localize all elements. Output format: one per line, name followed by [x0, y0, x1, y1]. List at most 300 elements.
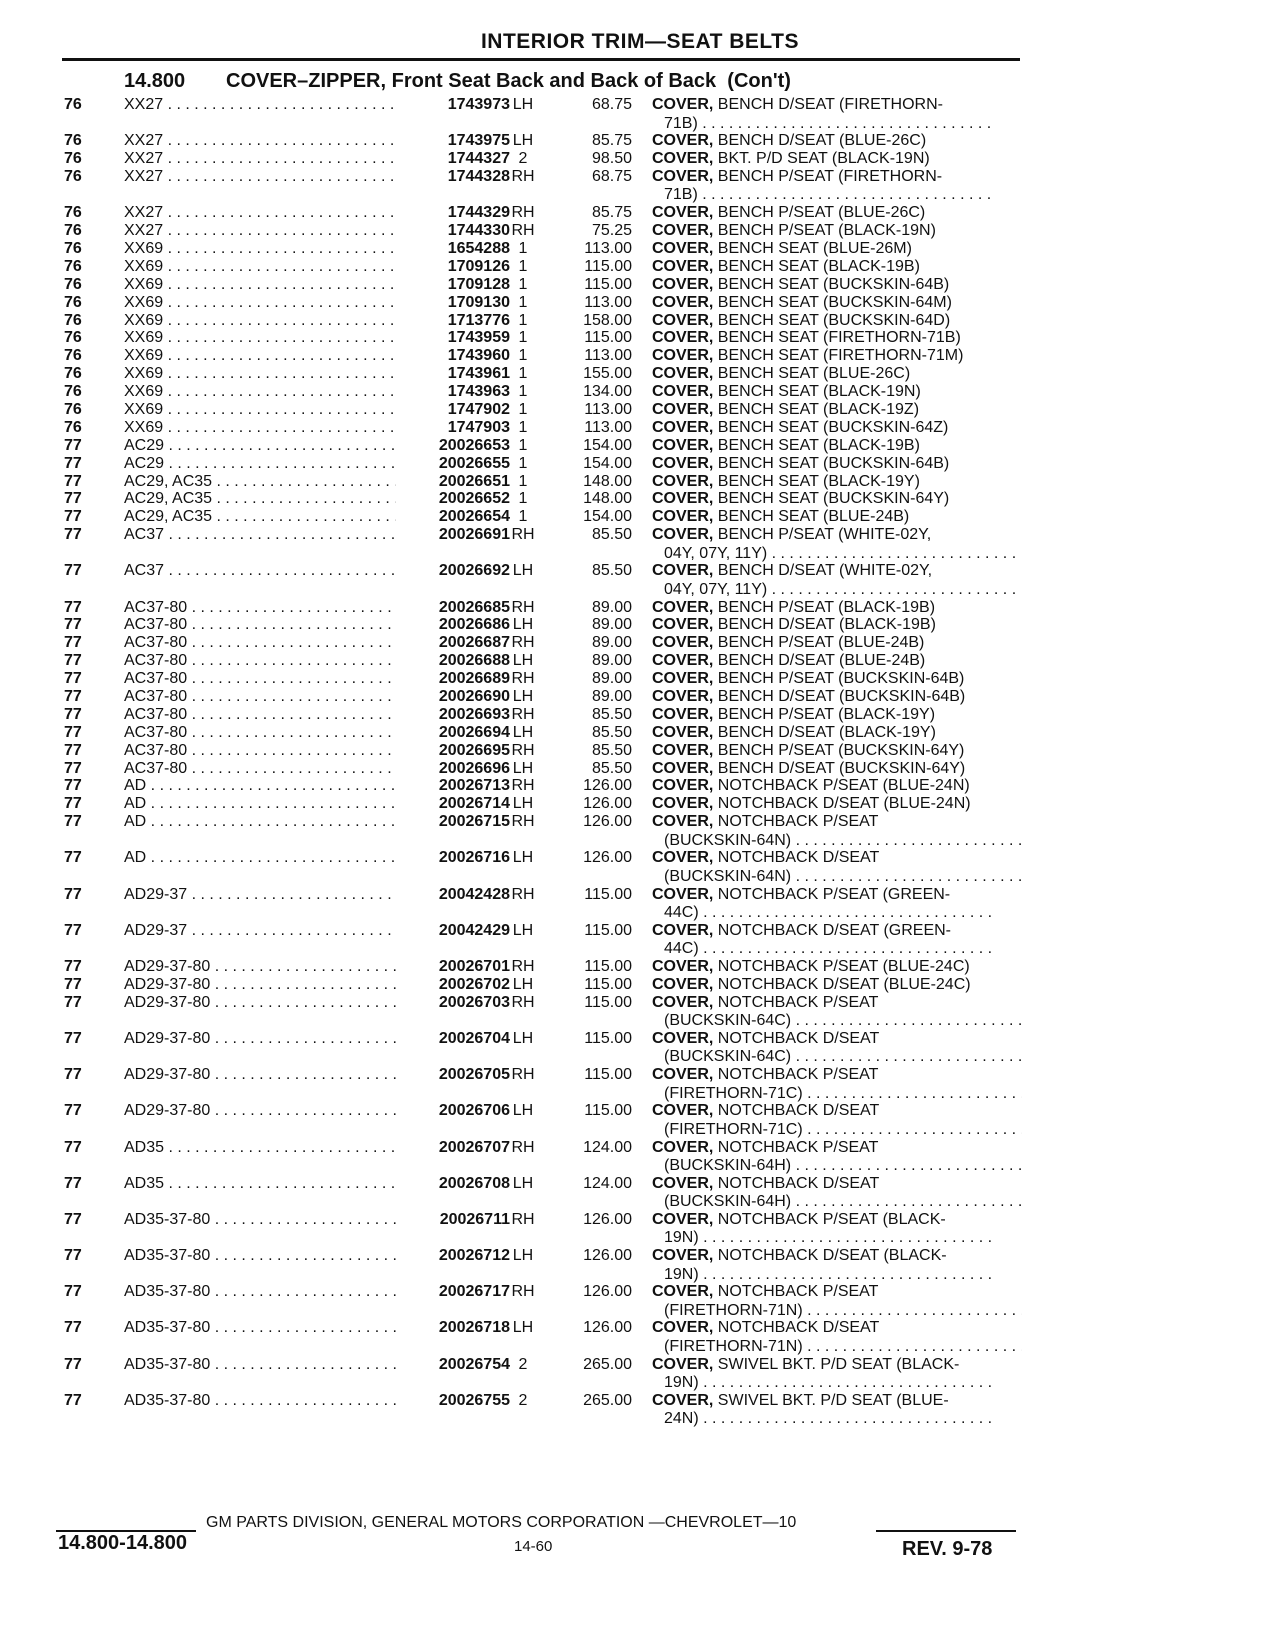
model-code: AD35 . . .: [124, 1175, 414, 1193]
figure-number: 77: [64, 777, 82, 795]
price: 89.00: [591, 670, 632, 688]
description-continuation: 71B) . . .: [652, 115, 1022, 134]
price: 148.00: [583, 472, 632, 490]
table-row: [0, 329, 1280, 347]
page-title: INTERIOR TRIM—SEAT BELTS: [480, 30, 800, 53]
description: [652, 508, 1022, 527]
description-line: [652, 1356, 1022, 1375]
table-row: [0, 168, 1280, 204]
description: [652, 383, 1022, 402]
description: [652, 1102, 1022, 1139]
description-continuation: 44C) . . .: [652, 904, 1022, 923]
description-line: [652, 813, 1022, 832]
figure-number: 77: [64, 1029, 82, 1047]
model-code: XX69 . . .: [124, 383, 414, 401]
table-row: [0, 1247, 1280, 1283]
part-number: 20026701: [396, 958, 510, 976]
part-number: 1743963: [396, 383, 510, 401]
description: [652, 562, 1022, 599]
description-prefix: COVER,: [652, 490, 714, 508]
price: 85.75: [591, 204, 632, 222]
price: 113.00: [584, 400, 632, 418]
description: [652, 222, 1022, 241]
description-prefix: COVER,: [652, 436, 714, 454]
table-row: [0, 688, 1280, 706]
part-number: 20042428: [396, 886, 510, 904]
description-text: BENCH SEAT (BLACK-19B): [717, 257, 920, 275]
footer-page-number: 14-60: [514, 1538, 553, 1555]
description-line: [652, 96, 1022, 115]
description-text: NOTCHBACK P/SEAT: [717, 1283, 879, 1301]
price: 113.00: [584, 239, 632, 257]
description: [652, 795, 1022, 814]
description-text: BENCH SEAT (BLACK-19Y): [717, 472, 920, 490]
description-continuation: (FIRETHORN-71C) . . .: [652, 1085, 1022, 1104]
price: 124.00: [583, 1138, 632, 1156]
quantity: RH: [511, 222, 535, 240]
model-code: XX69 . . .: [124, 240, 414, 258]
figure-number: 77: [64, 1283, 82, 1301]
figure-number: 76: [64, 329, 82, 347]
table-row: [0, 204, 1280, 222]
quantity: 1: [518, 275, 528, 293]
figure-number: 76: [64, 293, 82, 311]
quantity: RH: [511, 670, 535, 688]
table-row: [0, 1139, 1280, 1175]
model-code: AD35-37-80 . . .: [124, 1392, 414, 1410]
model-code: AD29-37-80 . . .: [124, 1066, 414, 1084]
model-code: AD35-37-80 . . .: [124, 1247, 414, 1265]
quantity: LH: [512, 759, 534, 777]
price: 134.00: [583, 383, 632, 401]
table-row: [0, 994, 1280, 1030]
part-number: 1744328: [396, 168, 510, 186]
description-continuation: (BUCKSKIN-64H) . . .: [652, 1193, 1022, 1212]
part-number: 20026707: [396, 1139, 510, 1157]
model-code: AD35-37-80 . . .: [124, 1283, 414, 1301]
table-row: [0, 437, 1280, 455]
price: 115.00: [584, 275, 632, 293]
description-prefix: COVER,: [652, 508, 714, 526]
description: [652, 204, 1022, 223]
description-text: BENCH D/SEAT (BLACK-19Y): [717, 723, 936, 741]
description-line: [652, 849, 1022, 868]
description-text: SWIVEL BKT. P/D SEAT (BLUE-: [717, 1391, 949, 1409]
description-line: [652, 508, 1022, 527]
figure-number: 76: [64, 239, 82, 257]
description-line: [652, 204, 1022, 223]
description-prefix: COVER,: [652, 1102, 714, 1120]
figure-number: 76: [64, 150, 82, 168]
description: [652, 401, 1022, 420]
part-number: 20026655: [396, 455, 510, 473]
table-row: [0, 383, 1280, 401]
description-text: NOTCHBACK D/SEAT (BLUE-24N): [717, 795, 971, 813]
model-code: AC37-80 . . .: [124, 634, 414, 652]
quantity: 1: [518, 383, 528, 401]
description-text: NOTCHBACK P/SEAT (GREEN-: [717, 885, 951, 903]
quantity: 1: [518, 436, 528, 454]
quantity: LH: [512, 96, 534, 113]
description-text: NOTCHBACK D/SEAT (BLUE-24C): [717, 975, 971, 993]
quantity: 2: [518, 1391, 528, 1409]
description-prefix: COVER,: [652, 1174, 714, 1192]
description-line: [652, 401, 1022, 420]
description-text: BENCH D/SEAT (BUCKSKIN-64B): [717, 688, 966, 706]
description: [652, 1319, 1022, 1356]
table-row: [0, 1319, 1280, 1355]
description: [652, 526, 1022, 563]
description-text: NOTCHBACK D/SEAT: [717, 1319, 880, 1337]
figure-number: 77: [64, 598, 82, 616]
figure-number: 76: [64, 400, 82, 418]
description-text: NOTCHBACK D/SEAT: [717, 1174, 880, 1192]
table-row: [0, 849, 1280, 885]
description-prefix: COVER,: [652, 1391, 714, 1409]
table-row: [0, 886, 1280, 922]
description-line: [652, 1247, 1022, 1266]
figure-number: 77: [64, 958, 82, 975]
description-line: [652, 1319, 1022, 1338]
table-row: [0, 1102, 1280, 1138]
description-text: NOTCHBACK D/SEAT: [717, 849, 880, 867]
description-continuation: (BUCKSKIN-64C) . . .: [652, 1012, 1022, 1031]
description-line: [652, 240, 1022, 259]
price: 158.00: [583, 311, 632, 329]
description-text: BENCH SEAT (BLUE-26M): [717, 239, 912, 257]
model-code: AC37-80 . . .: [124, 670, 414, 688]
price: 115.00: [584, 993, 632, 1011]
description-prefix: COVER,: [652, 1355, 714, 1373]
table-row: [0, 1211, 1280, 1247]
price: 155.00: [583, 365, 632, 383]
part-number: 20026755: [396, 1392, 510, 1410]
description-prefix: COVER,: [652, 562, 714, 580]
price: 85.50: [591, 759, 632, 777]
table-row: [0, 706, 1280, 724]
part-number: 1743961: [396, 365, 510, 383]
description-text: BENCH SEAT (BLUE-26C): [717, 365, 911, 383]
quantity: 1: [518, 293, 528, 311]
parts-list: [0, 96, 1280, 1428]
description-text: BENCH D/SEAT (WHITE-02Y,: [717, 562, 933, 580]
price: 85.50: [591, 705, 632, 723]
description-line: [652, 1283, 1022, 1302]
figure-number: 77: [64, 741, 82, 759]
figure-number: 77: [64, 1066, 82, 1084]
description-line: [652, 132, 1022, 151]
description-prefix: COVER,: [652, 329, 714, 347]
price: 89.00: [591, 688, 632, 706]
price: 148.00: [583, 490, 632, 508]
price: 113.00: [584, 347, 632, 365]
description-line: [652, 994, 1022, 1013]
description-text: BENCH D/SEAT (BUCKSKIN-64Y): [717, 759, 966, 777]
table-row: [0, 150, 1280, 168]
description-line: [652, 347, 1022, 366]
quantity: RH: [511, 598, 535, 616]
description-prefix: COVER,: [652, 705, 714, 723]
quantity: RH: [511, 1066, 535, 1084]
price: 68.75: [591, 96, 632, 113]
part-number: 20026718: [396, 1319, 510, 1337]
description: [652, 1175, 1022, 1212]
description: [652, 455, 1022, 474]
description-prefix: COVER,: [652, 454, 714, 472]
quantity: RH: [511, 885, 535, 903]
part-number: 20026706: [396, 1102, 510, 1120]
part-number: 20026689: [396, 670, 510, 688]
price: 115.00: [584, 1066, 632, 1084]
description-line: [652, 1030, 1022, 1049]
description: [652, 1066, 1022, 1103]
quantity: 1: [518, 418, 528, 436]
description-text: BENCH P/SEAT (BUCKSKIN-64Y): [717, 741, 965, 759]
price: 115.00: [584, 329, 632, 347]
description: [652, 240, 1022, 259]
table-row: [0, 526, 1280, 562]
part-number: 1709126: [396, 258, 510, 276]
table-row: [0, 652, 1280, 670]
description-text: BENCH P/SEAT (BUCKSKIN-64B): [717, 670, 965, 688]
figure-number: 77: [64, 1138, 82, 1156]
model-code: AD29-37-80 . . .: [124, 976, 414, 994]
model-code: XX27 . . .: [124, 204, 414, 222]
footer-revision: REV. 9-78: [902, 1538, 993, 1560]
price: 85.50: [591, 723, 632, 741]
figure-number: 77: [64, 508, 82, 526]
description-line: [652, 706, 1022, 725]
description: [652, 490, 1022, 509]
model-code: AC29, AC35 . . .: [124, 490, 414, 508]
description: [652, 616, 1022, 635]
description-line: [652, 294, 1022, 313]
description-continuation: (BUCKSKIN-64N) . . .: [652, 832, 1022, 851]
description-prefix: COVER,: [652, 759, 714, 777]
figure-number: 77: [64, 813, 82, 831]
description-prefix: COVER,: [652, 239, 714, 257]
description-line: [652, 562, 1022, 581]
description-prefix: COVER,: [652, 795, 714, 813]
table-row: [0, 222, 1280, 240]
description-prefix: COVER,: [652, 670, 714, 688]
price: 115.00: [584, 885, 632, 903]
description-text: BENCH SEAT (BUCKSKIN-64B): [717, 275, 950, 293]
description-text: NOTCHBACK P/SEAT (BLUE-24N): [717, 777, 970, 795]
description-line: [652, 652, 1022, 671]
description: [652, 599, 1022, 618]
description: [652, 294, 1022, 313]
part-number: 1709128: [396, 276, 510, 294]
quantity: 1: [518, 508, 528, 526]
description-line: [652, 922, 1022, 941]
part-number: 1654288: [396, 240, 510, 258]
description-text: BENCH D/SEAT (BLUE-26C): [717, 132, 927, 150]
price: 75.25: [591, 222, 632, 240]
table-row: [0, 419, 1280, 437]
description: [652, 777, 1022, 796]
model-code: XX27 . . .: [124, 132, 414, 150]
description: [652, 1247, 1022, 1284]
description: [652, 365, 1022, 384]
table-row: [0, 724, 1280, 742]
table-row: [0, 490, 1280, 508]
quantity: RH: [511, 1138, 535, 1156]
quantity: LH: [512, 1319, 534, 1337]
description-line: [652, 276, 1022, 295]
description: [652, 742, 1022, 761]
part-number: 1743973: [396, 96, 510, 114]
description-text: BENCH SEAT (BLACK-19Z): [717, 400, 920, 418]
description-prefix: COVER,: [652, 1283, 714, 1301]
description-text: BENCH SEAT (BUCKSKIN-64Y): [717, 490, 950, 508]
description-continuation: 04Y, 07Y, 11Y) . . .: [652, 545, 1022, 564]
description-text: NOTCHBACK P/SEAT (BLACK-: [717, 1210, 946, 1228]
table-row: [0, 132, 1280, 150]
description-text: NOTCHBACK P/SEAT: [717, 993, 879, 1011]
price: 126.00: [583, 795, 632, 813]
figure-number: 77: [64, 975, 82, 993]
quantity: LH: [512, 1102, 534, 1120]
description-line: [652, 634, 1022, 653]
figure-number: 77: [64, 1391, 82, 1409]
figure-number: 77: [64, 1174, 82, 1192]
description: [652, 1030, 1022, 1067]
description-text: NOTCHBACK D/SEAT: [717, 1102, 880, 1120]
table-row: [0, 922, 1280, 958]
quantity: RH: [511, 1210, 535, 1228]
quantity: 1: [518, 400, 528, 418]
figure-number: 77: [64, 1247, 82, 1265]
description-line: [652, 616, 1022, 635]
description-text: BENCH P/SEAT (BLACK-19B): [717, 598, 936, 616]
quantity: LH: [512, 688, 534, 706]
description-prefix: COVER,: [652, 958, 714, 975]
quantity: 1: [518, 239, 528, 257]
description: [652, 652, 1022, 671]
quantity: LH: [512, 921, 534, 939]
description: [652, 886, 1022, 923]
price: 126.00: [583, 1283, 632, 1301]
description-text: BENCH P/SEAT (FIRETHORN-: [717, 167, 943, 185]
part-number: 20026651: [396, 473, 510, 491]
description-line: [652, 455, 1022, 474]
part-number: 20026691: [396, 526, 510, 544]
description-text: NOTCHBACK P/SEAT: [717, 1066, 879, 1084]
model-code: AD29-37-80 . . .: [124, 994, 414, 1012]
figure-number: 76: [64, 275, 82, 293]
model-code: XX27 . . .: [124, 168, 414, 186]
figure-number: 77: [64, 723, 82, 741]
part-number: 20026694: [396, 724, 510, 742]
description-line: [652, 222, 1022, 241]
description-prefix: COVER,: [652, 634, 714, 652]
model-code: AC37-80 . . .: [124, 616, 414, 634]
description-continuation: 19N) . . .: [652, 1266, 1022, 1285]
quantity: RH: [511, 813, 535, 831]
part-number: 20026711: [396, 1211, 510, 1229]
part-number: 20026708: [396, 1175, 510, 1193]
model-code: XX69 . . .: [124, 419, 414, 437]
part-number: 20026687: [396, 634, 510, 652]
model-code: XX69 . . .: [124, 329, 414, 347]
table-row: [0, 1175, 1280, 1211]
figure-number: 77: [64, 1319, 82, 1337]
description-line: [652, 473, 1022, 492]
description-text: BENCH SEAT (BUCKSKIN-64Z): [717, 418, 949, 436]
description-text: BENCH SEAT (BUCKSKIN-64M): [717, 293, 952, 311]
price: 115.00: [584, 975, 632, 993]
description: [652, 168, 1022, 205]
description: [652, 1139, 1022, 1176]
description-prefix: COVER,: [652, 222, 714, 240]
description-text: NOTCHBACK D/SEAT (GREEN-: [717, 921, 952, 939]
figure-number: 76: [64, 132, 82, 150]
quantity: RH: [511, 204, 535, 222]
part-number: 20026704: [396, 1030, 510, 1048]
part-number: 20026717: [396, 1283, 510, 1301]
quantity: LH: [512, 132, 534, 150]
description-prefix: COVER,: [652, 257, 714, 275]
quantity: 1: [518, 329, 528, 347]
part-number: 20026712: [396, 1247, 510, 1265]
price: 115.00: [584, 958, 632, 975]
figure-number: 76: [64, 257, 82, 275]
description: [652, 473, 1022, 492]
model-code: XX69 . . .: [124, 258, 414, 276]
description-continuation: 44C) . . .: [652, 940, 1022, 959]
figure-number: 77: [64, 1210, 82, 1228]
description: [652, 419, 1022, 438]
description-text: NOTCHBACK P/SEAT: [717, 813, 879, 831]
part-number: 20026696: [396, 760, 510, 778]
model-code: XX69 . . .: [124, 294, 414, 312]
description-text: BENCH SEAT (BLACK-19B): [717, 436, 920, 454]
description-prefix: COVER,: [652, 1138, 714, 1156]
price: 89.00: [591, 634, 632, 652]
model-code: AC37-80 . . .: [124, 688, 414, 706]
description-prefix: COVER,: [652, 1319, 714, 1337]
model-code: AC37-80 . . .: [124, 724, 414, 742]
figure-number: 77: [64, 454, 82, 472]
description-line: [652, 599, 1022, 618]
figure-number: 77: [64, 795, 82, 813]
description-prefix: COVER,: [652, 723, 714, 741]
figure-number: 77: [64, 670, 82, 688]
table-row: [0, 401, 1280, 419]
figure-number: 76: [64, 383, 82, 401]
part-number: 20026703: [396, 994, 510, 1012]
model-code: XX27 . . .: [124, 222, 414, 240]
model-code: AD . . .: [124, 777, 414, 795]
description: [652, 258, 1022, 277]
description-line: [652, 724, 1022, 743]
section-cont: (Con't): [727, 70, 791, 92]
figure-number: 76: [64, 311, 82, 329]
model-code: AC37-80 . . .: [124, 706, 414, 724]
figure-number: 76: [64, 418, 82, 436]
description-prefix: COVER,: [652, 813, 714, 831]
figure-number: 77: [64, 885, 82, 903]
quantity: RH: [511, 705, 535, 723]
description: [652, 1356, 1022, 1393]
description: [652, 150, 1022, 169]
description-text: BKT. P/D SEAT (BLACK-19N): [717, 150, 930, 168]
table-row: [0, 616, 1280, 634]
figure-number: 77: [64, 1355, 82, 1373]
description-prefix: COVER,: [652, 204, 714, 222]
description-continuation: (BUCKSKIN-64H) . . .: [652, 1157, 1022, 1176]
